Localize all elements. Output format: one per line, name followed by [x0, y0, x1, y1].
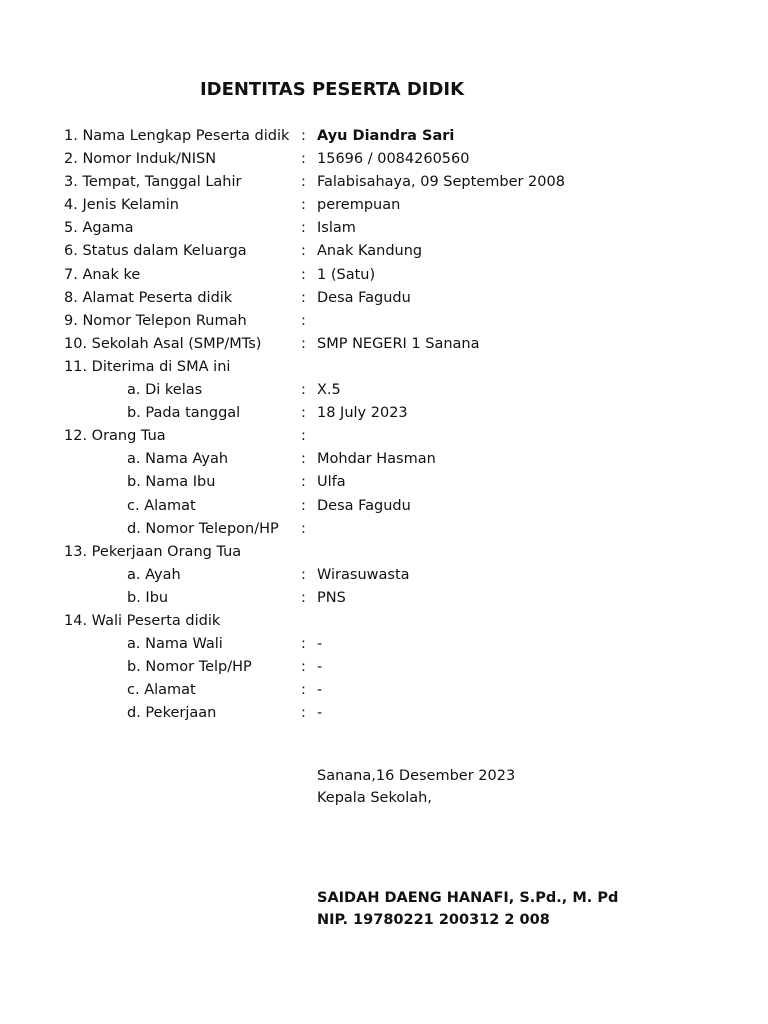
field-label: b. Ibu [127, 589, 169, 606]
field-label: b. Nama Ibu [127, 474, 216, 491]
field-row [0, 171, 768, 194]
field-value: 18 July 2023 [317, 405, 408, 422]
field-row [0, 702, 768, 725]
field-value: Falabisahaya, 09 September 2008 [317, 174, 565, 191]
field-value: SMP NEGERI 1 Sanana [317, 335, 480, 352]
field-value: Wirasuwasta [317, 566, 410, 583]
field-label: a. Ayah [127, 566, 181, 583]
field-label: a. Di kelas [127, 382, 203, 399]
signer-name: SAIDAH DAENG HANAFI, S.Pd., M. Pd [317, 890, 619, 906]
signer-position: Kepala Sekolah, [317, 790, 432, 806]
field-colon: : [301, 589, 306, 606]
section-row [0, 425, 768, 448]
field-row [0, 471, 768, 494]
field-label: a. Nama Ayah [127, 451, 229, 468]
field-value: Islam [317, 220, 356, 237]
section-row [0, 356, 768, 379]
field-row [0, 240, 768, 263]
field-colon: : [301, 151, 306, 168]
field-label: 5. Agama [64, 220, 134, 237]
field-row [0, 633, 768, 656]
section-label: 14. Wali Peserta didik [64, 612, 221, 629]
field-value: PNS [317, 589, 346, 606]
field-label: c. Alamat [127, 682, 196, 699]
field-row [0, 148, 768, 171]
place-date: Sanana,16 Desember 2023 [317, 768, 516, 784]
field-row [0, 448, 768, 471]
field-value: Anak Kandung [317, 243, 423, 260]
section-row [0, 610, 768, 633]
field-value: - [317, 636, 323, 653]
field-label: 2. Nomor Induk/NISN [64, 151, 217, 168]
field-value: Desa Fagudu [317, 497, 411, 514]
signer-nip: NIP. 19780221 200312 2 008 [317, 912, 550, 928]
field-value: - [317, 705, 323, 722]
field-row [0, 333, 768, 356]
field-colon: : [301, 497, 306, 514]
field-colon: : [301, 451, 306, 468]
field-row [0, 379, 768, 402]
field-label: d. Pekerjaan [127, 705, 217, 722]
field-row [0, 402, 768, 425]
field-value: Mohdar Hasman [317, 451, 436, 468]
signature-officer-block [317, 887, 618, 931]
field-colon: : [301, 289, 306, 306]
field-colon: : [301, 428, 306, 445]
field-colon: : [301, 636, 306, 653]
page-title: IDENTITAS PESERTA DIDIK [199, 79, 465, 100]
field-value: - [317, 659, 323, 676]
field-label: a. Nama Wali [127, 636, 223, 653]
field-row [0, 518, 768, 541]
field-colon: : [301, 382, 306, 399]
field-label: 3. Tempat, Tanggal Lahir [64, 174, 242, 191]
field-label: 7. Anak ke [64, 266, 141, 283]
field-value: Ayu Diandra Sari [317, 128, 455, 144]
field-colon: : [301, 682, 306, 699]
field-value: 1 (Satu) [317, 266, 376, 283]
section-row [0, 541, 768, 564]
field-label: 1. Nama Lengkap Peserta didik [64, 128, 290, 144]
section-label: 11. Diterima di SMA ini [64, 358, 231, 375]
field-row [0, 587, 768, 610]
signature-place-block [317, 765, 515, 809]
field-colon: : [301, 174, 306, 191]
field-colon: : [301, 520, 306, 537]
section-label: 13. Pekerjaan Orang Tua [64, 543, 242, 560]
field-row [0, 564, 768, 587]
field-value: - [317, 682, 323, 699]
field-label: b. Pada tanggal [127, 405, 241, 422]
field-row [0, 217, 768, 240]
field-value: Desa Fagudu [317, 289, 411, 306]
field-label: 8. Alamat Peserta didik [64, 289, 233, 306]
field-row [0, 194, 768, 217]
field-row [0, 287, 768, 310]
field-colon: : [301, 312, 306, 329]
field-label: b. Nomor Telp/HP [127, 659, 252, 676]
field-row [0, 495, 768, 518]
field-row [0, 125, 768, 148]
field-colon: : [301, 474, 306, 491]
field-colon: : [301, 197, 306, 214]
field-row [0, 679, 768, 702]
identity-list [0, 125, 768, 725]
field-colon: : [301, 566, 306, 583]
section-label: 12. Orang Tua [64, 428, 166, 445]
field-colon: : [301, 405, 306, 422]
field-colon: : [301, 220, 306, 237]
field-label: 10. Sekolah Asal (SMP/MTs) [64, 335, 262, 352]
field-row [0, 656, 768, 679]
field-label: c. Alamat [127, 497, 196, 514]
field-value: 15696 / 0084260560 [317, 151, 470, 168]
field-label: d. Nomor Telepon/HP [127, 520, 279, 537]
field-row [0, 310, 768, 333]
field-value: X.5 [317, 382, 341, 399]
field-colon: : [301, 335, 306, 352]
field-row [0, 264, 768, 287]
field-value: Ulfa [317, 474, 346, 491]
field-label: 9. Nomor Telepon Rumah [64, 312, 247, 329]
field-label: 4. Jenis Kelamin [64, 197, 179, 214]
field-colon: : [301, 659, 306, 676]
field-label: 6. Status dalam Keluarga [64, 243, 247, 260]
field-colon: : [301, 266, 306, 283]
field-colon: : [301, 128, 306, 144]
field-value: perempuan [317, 197, 401, 214]
field-colon: : [301, 705, 306, 722]
field-colon: : [301, 243, 306, 260]
